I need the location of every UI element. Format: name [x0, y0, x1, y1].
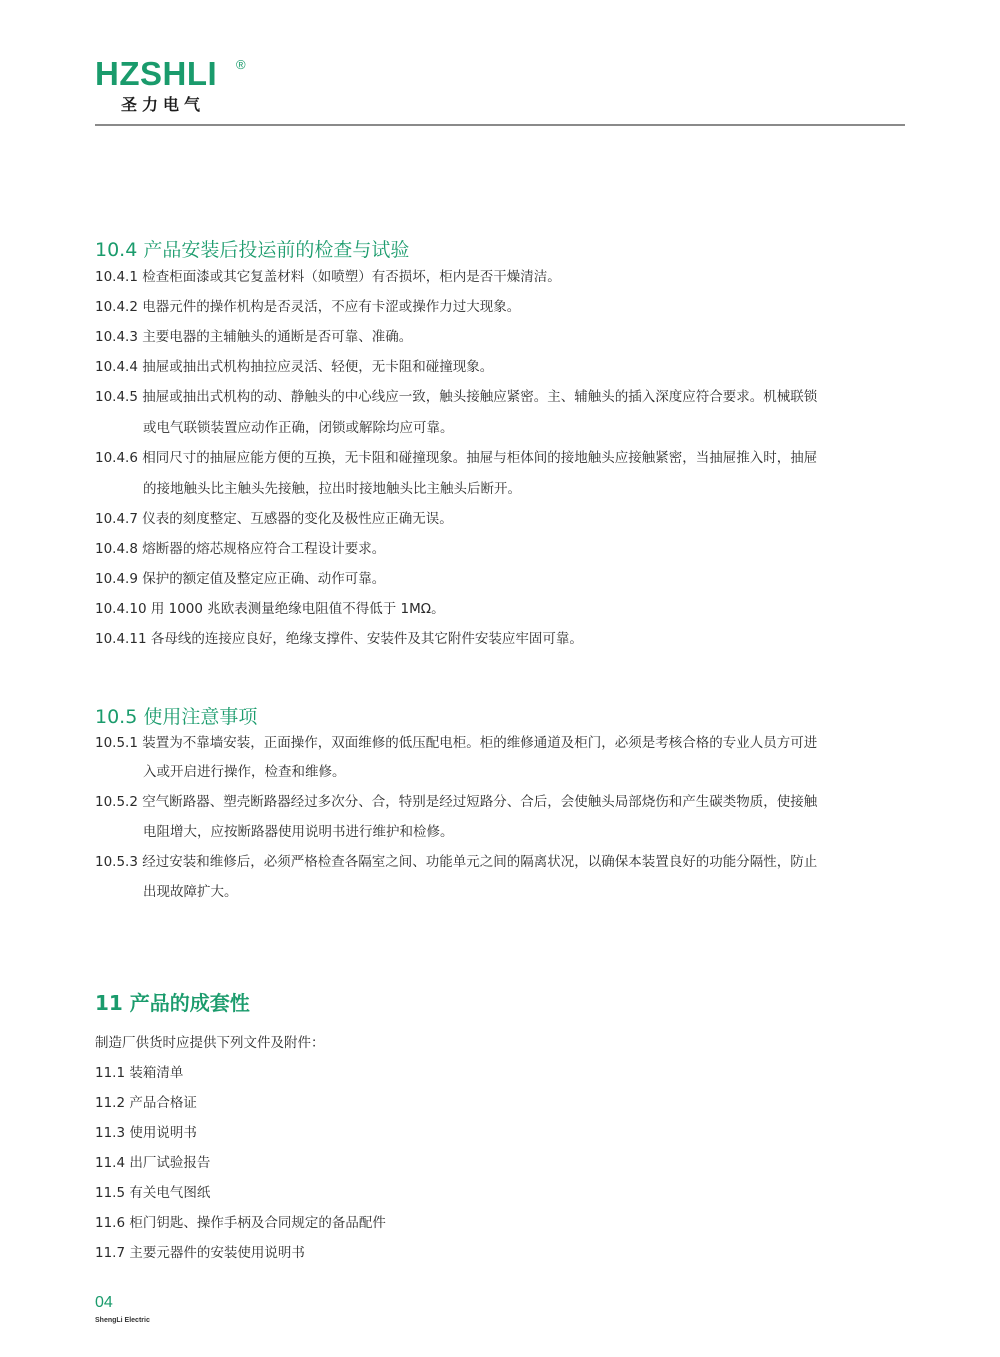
- list-item: 10.4.4 抽屉或抽出式机构抽拉应灵活、轻便，无卡阻和碰撞现象。: [95, 359, 494, 375]
- list-item: 11.2 产品合格证: [95, 1095, 197, 1111]
- list-item: 11.3 使用说明书: [95, 1125, 197, 1141]
- list-item: 10.4.6 相同尺寸的抽屉应能方便的互换，无卡阻和碰撞现象。抽屉与柜体间的接地触头应接触紧密，当抽屉推入时，抽屉: [95, 450, 818, 466]
- section-title-11: 11 产品的成套性: [95, 991, 250, 1015]
- list-item-continuation: 的接地触头比主触头先接触，拉出时接地触头比主触头后断开。: [143, 481, 521, 497]
- footer-brand: ShengLi Electric: [95, 1317, 150, 1324]
- list-item-continuation: 或电气联锁装置应动作正确，闭锁或解除均应可靠。: [143, 420, 454, 436]
- list-item-continuation: 电阻增大，应按断路器使用说明书进行维护和检修。: [143, 824, 454, 840]
- list-item: 11.5 有关电气图纸: [95, 1185, 211, 1201]
- logo-wordmark: HZSHLI: [95, 55, 218, 92]
- section-intro: 制造厂供货时应提供下列文件及附件：: [95, 1035, 325, 1051]
- header-divider: [95, 124, 905, 126]
- list-item: 11.7 主要元器件的安装使用说明书: [95, 1245, 305, 1261]
- list-item: 10.4.9 保护的额定值及整定应正确、动作可靠。: [95, 571, 386, 587]
- list-item: 11.6 柜门钥匙、操作手柄及合同规定的备品配件: [95, 1215, 386, 1231]
- list-item: 10.4.7 仪表的刻度整定、互感器的变化及极性应正确无误。: [95, 511, 453, 527]
- list-item-continuation: 出现故障扩大。: [143, 884, 238, 900]
- list-item: 10.4.3 主要电器的主辅触头的通断是否可靠、准确。: [95, 329, 413, 345]
- list-item: 10.5.1 装置为不靠墙安装，正面操作，双面维修的低压配电柜。柜的维修通道及柜门，必须是考核合格的专业人员方可进: [95, 735, 818, 751]
- list-item: 10.4.1 检查柜面漆或其它复盖材料（如喷塑）有否损坏，柜内是否干燥清洁。: [95, 269, 561, 285]
- section-title-10-5: 10.5 使用注意事项: [95, 706, 258, 728]
- list-item: 10.4.5 抽屉或抽出式机构的动、静触头的中心线应一致，触头接触应紧密。主、辅触头的插入深度应符合要求。机械联锁: [95, 389, 818, 405]
- section-title-10-4: 10.4 产品安装后投运前的检查与试验: [95, 239, 410, 261]
- list-item: 10.5.3 经过安装和维修后，必须严格检查各隔室之间、功能单元之间的隔离状况，以确保本装置良好的功能分隔性，防止: [95, 854, 818, 870]
- list-item: 10.4.11 各母线的连接应良好，绝缘支撑件、安装件及其它附件安装应牢固可靠。: [95, 631, 583, 647]
- registered-mark: ®: [236, 57, 246, 72]
- list-item: 11.1 装箱清单: [95, 1065, 184, 1081]
- list-item: 10.4.2 电器元件的操作机构是否灵活，不应有卡涩或操作力过大现象。: [95, 299, 521, 315]
- list-item: 10.4.8 熔断器的熔芯规格应符合工程设计要求。: [95, 541, 386, 557]
- list-item: 10.5.2 空气断路器、塑壳断路器经过多次分、合，特别是经过短路分、合后，会使触头局部烧伤和产生碳类物质，使接触: [95, 794, 818, 810]
- list-item-continuation: 入或开启进行操作，检查和维修。: [143, 764, 346, 780]
- page-number: 04: [95, 1294, 113, 1311]
- company-logo: [95, 55, 265, 119]
- list-item: 10.4.10 用 1000 兆欧表测量绝缘电阻值不得低于 1MΩ。: [95, 601, 445, 617]
- list-item: 11.4 出厂试验报告: [95, 1155, 211, 1171]
- logo-subtitle: 圣力电气: [121, 95, 206, 114]
